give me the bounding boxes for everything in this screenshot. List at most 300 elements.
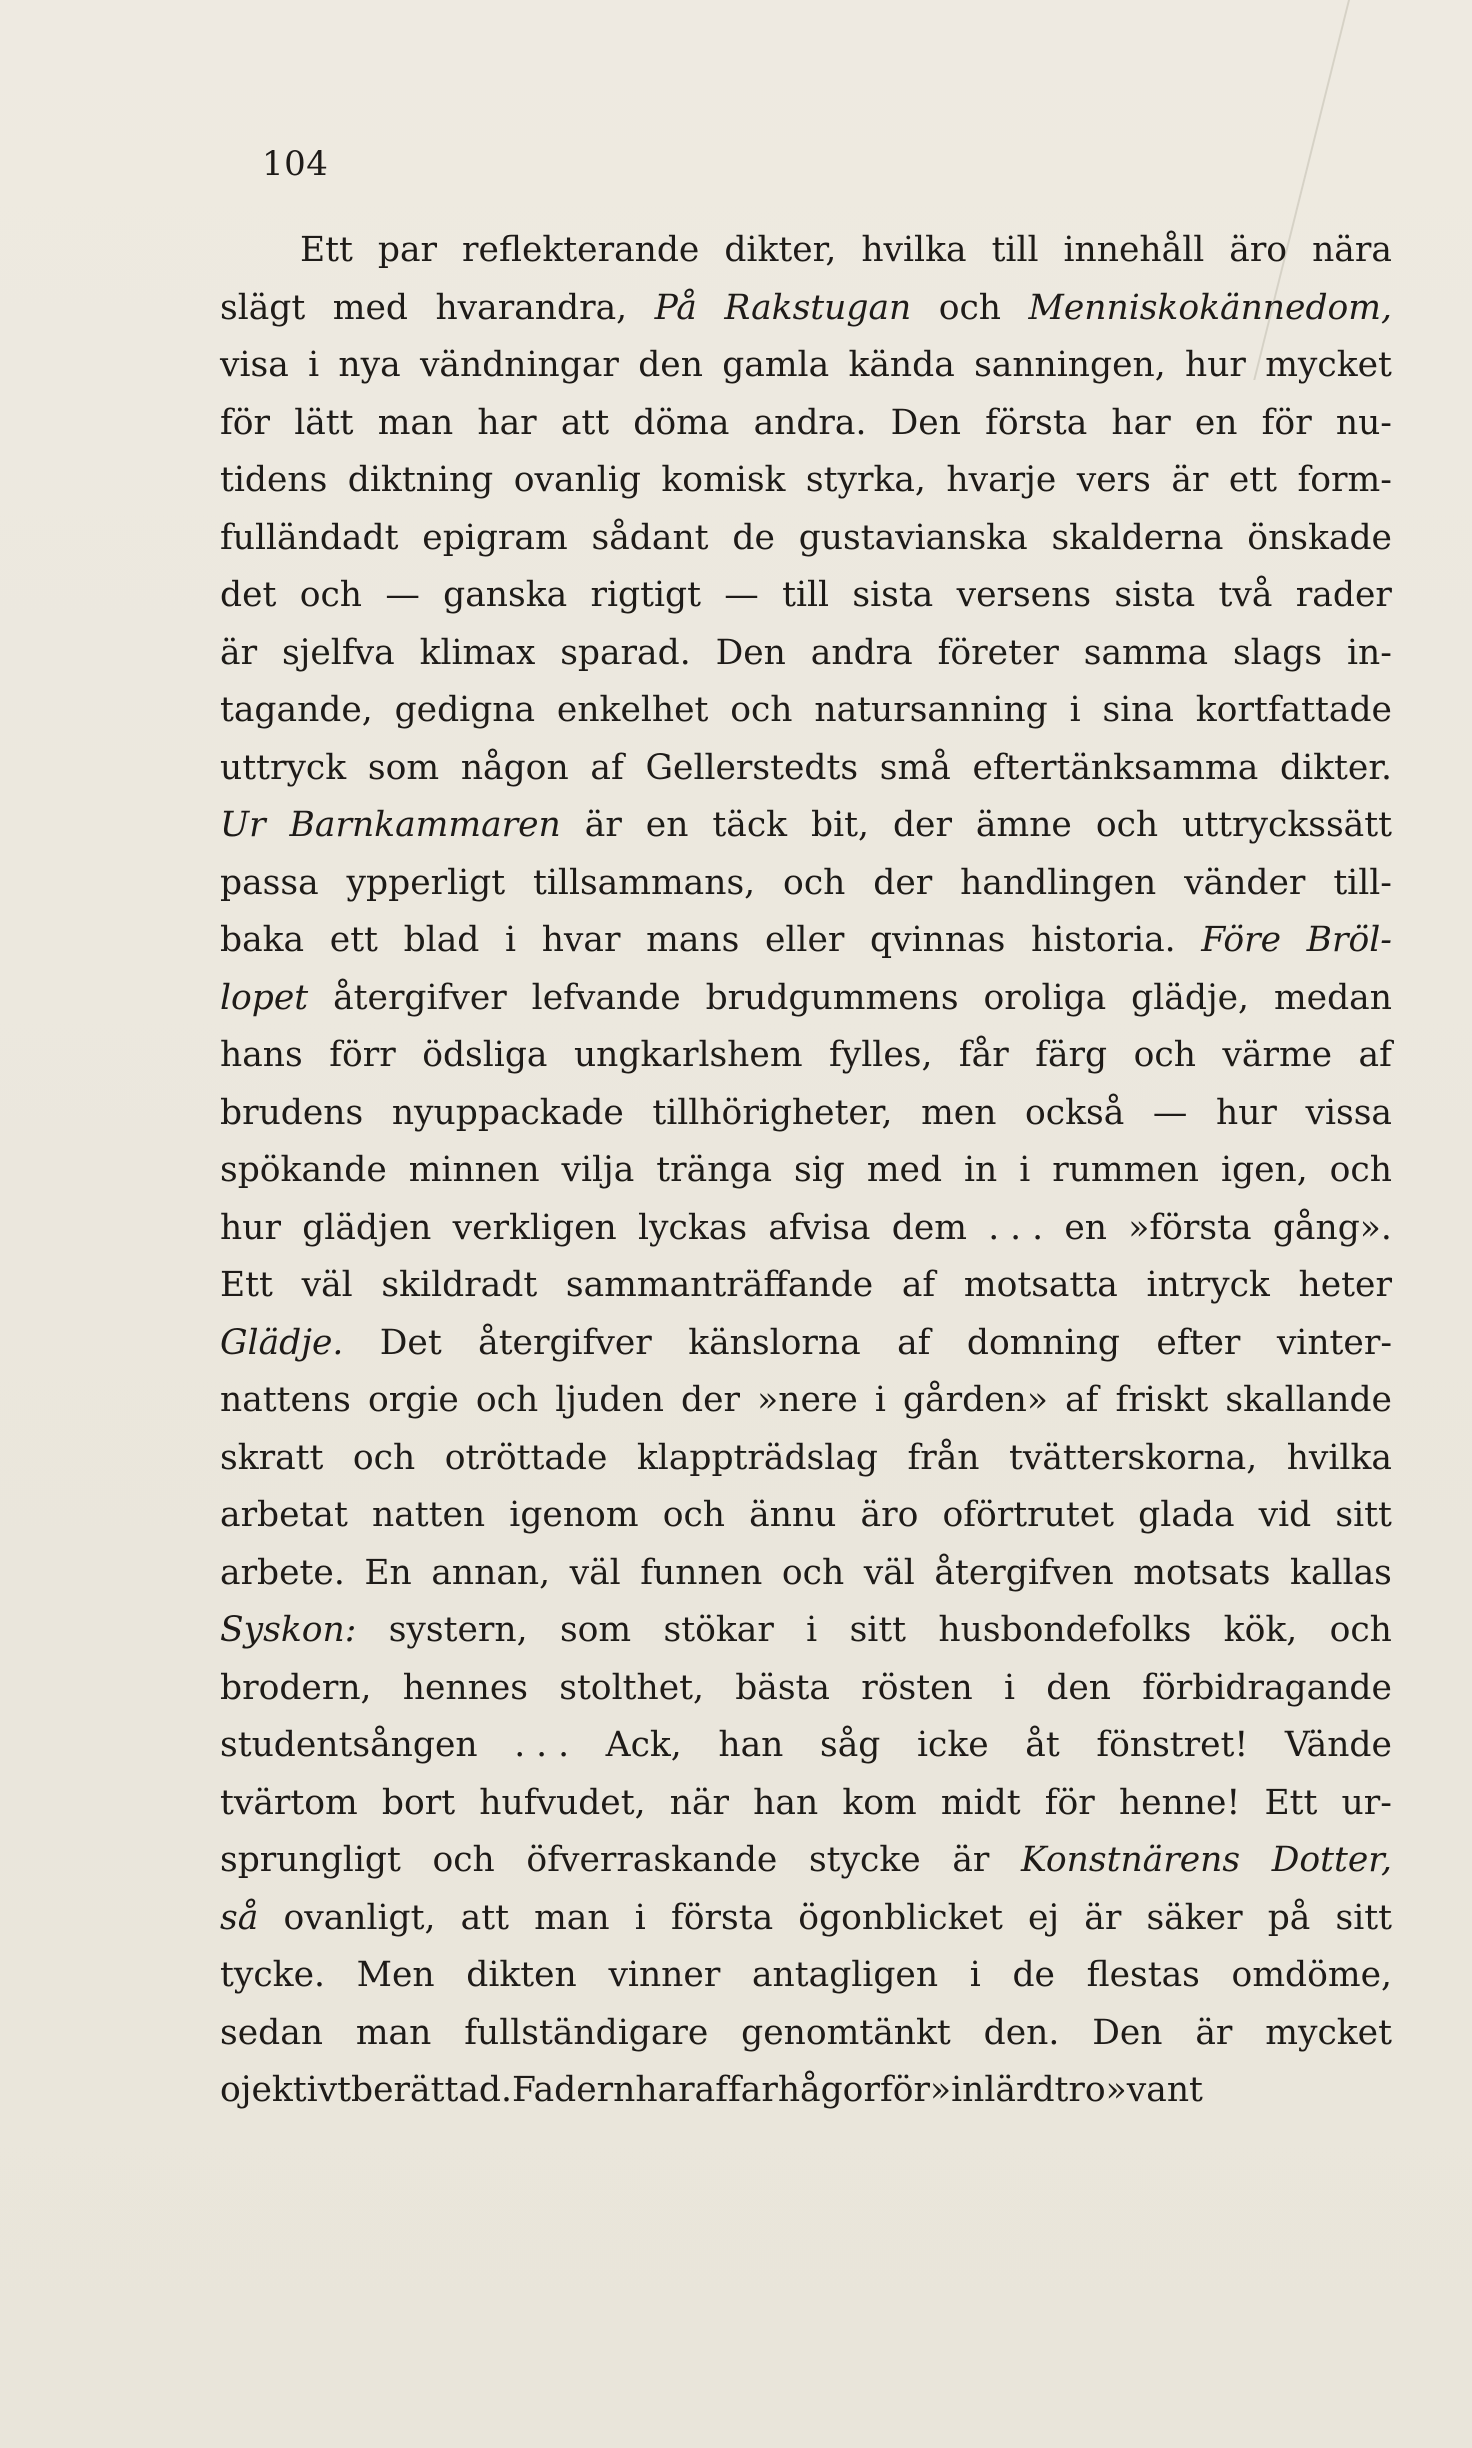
page-number: 104	[262, 144, 329, 184]
word: skratt	[220, 1437, 324, 1478]
word: systern,	[388, 1610, 528, 1650]
word: kök,	[1223, 1610, 1298, 1650]
word: gedigna	[394, 690, 536, 730]
word: rader	[1295, 575, 1392, 615]
word: friskt	[1115, 1380, 1209, 1420]
word: af	[590, 747, 624, 788]
word: någon	[460, 747, 569, 788]
word: medan	[1273, 977, 1392, 1018]
word: och	[781, 1552, 845, 1593]
word: och	[1329, 1610, 1392, 1650]
word: i	[1019, 1150, 1031, 1190]
word: vinter-	[1276, 1322, 1392, 1363]
word: eftertänksamma	[972, 747, 1259, 788]
word: färg	[1035, 1035, 1108, 1075]
word: hvar	[541, 920, 621, 960]
word: för	[1044, 1782, 1095, 1823]
word: Barnkammaren	[289, 805, 561, 845]
word: och	[299, 575, 362, 615]
word: hvilka	[861, 230, 967, 270]
word: af	[897, 1322, 931, 1363]
text-line	[220, 912, 1392, 970]
word: tagande,	[220, 690, 373, 730]
word: arbetat	[220, 1495, 348, 1535]
word: en	[1064, 1207, 1107, 1248]
word: glädjen	[302, 1207, 432, 1248]
word: skildradt	[381, 1265, 538, 1305]
word: väl	[301, 1265, 353, 1305]
word: nyuppackade	[391, 1092, 624, 1133]
word: när	[669, 1782, 729, 1823]
word: stökar	[663, 1610, 774, 1650]
word: funnen	[640, 1552, 763, 1593]
word: har	[635, 2070, 695, 2110]
text-line	[220, 1832, 1392, 1890]
word: mans	[646, 920, 740, 960]
word: Vände	[1284, 1725, 1392, 1765]
word: domning	[966, 1322, 1120, 1363]
word: sprungligt	[220, 1840, 401, 1880]
word: återgifven	[934, 1552, 1114, 1593]
word: äro	[1229, 230, 1288, 270]
word: intryck	[1146, 1265, 1270, 1305]
word: de	[732, 517, 775, 558]
word: Dotter,	[1271, 1840, 1392, 1880]
word: väl	[569, 1552, 621, 1593]
word: samma	[1083, 632, 1209, 673]
word: På	[654, 287, 697, 328]
word: klimax	[419, 632, 536, 673]
word: tillsammans,	[533, 862, 756, 903]
text-line	[220, 1085, 1392, 1143]
word: kända	[848, 345, 955, 385]
word: med	[332, 287, 408, 328]
word: som	[367, 747, 440, 788]
word: vändningar	[419, 345, 619, 385]
word: sammanträffande	[565, 1265, 874, 1305]
word: har	[1111, 402, 1171, 443]
word: blad	[403, 920, 480, 960]
word: hufvudet,	[479, 1782, 646, 1823]
word: hans	[220, 1035, 303, 1075]
word: lyckas	[638, 1207, 748, 1248]
word: qvinnas	[870, 920, 1006, 960]
word: äro	[860, 1495, 919, 1535]
word: antagligen	[751, 1955, 939, 1995]
word: man	[534, 1897, 610, 1938]
text-line	[220, 1487, 1392, 1545]
word: klappträdslag	[636, 1437, 878, 1478]
word: tillhörigheter,	[652, 1092, 893, 1133]
word: sedan	[220, 2012, 323, 2053]
word: i	[806, 1610, 818, 1650]
word: förr	[329, 1035, 396, 1075]
word: så	[220, 1897, 259, 1938]
word: kortfattade	[1195, 690, 1392, 730]
word: ovanlig	[513, 460, 641, 500]
word: motsats	[1133, 1552, 1271, 1593]
word: —	[1152, 1092, 1188, 1133]
word: första	[985, 402, 1088, 443]
word: Det	[379, 1322, 442, 1363]
word: historia.	[1030, 920, 1176, 960]
word: —	[385, 575, 420, 615]
word: versens	[956, 575, 1092, 615]
word: ur-	[1341, 1782, 1392, 1823]
word: är	[1171, 460, 1209, 500]
word: af	[901, 1265, 936, 1305]
word: i	[969, 1955, 981, 1995]
word: »inlärd	[930, 2070, 1055, 2110]
word: två	[1218, 575, 1273, 615]
word: komisk	[661, 460, 786, 500]
word: dikten	[466, 1955, 577, 1995]
word: ljuden	[555, 1380, 664, 1420]
word: ännu	[749, 1495, 837, 1535]
word: små	[879, 747, 951, 788]
word: Den	[890, 402, 961, 443]
word: studentsången	[220, 1725, 478, 1765]
word: tvätterskorna,	[1009, 1437, 1258, 1478]
word: motsatta	[963, 1265, 1118, 1305]
word: ej	[1027, 1897, 1060, 1938]
word: tidens	[220, 460, 328, 500]
word: får	[958, 1035, 1009, 1075]
text-line	[220, 1947, 1392, 2005]
word: nattens	[220, 1380, 351, 1420]
text-line	[220, 1200, 1392, 1258]
word: mycket	[1265, 345, 1392, 385]
word: af	[694, 2070, 728, 2110]
word: sitt	[1335, 1495, 1392, 1535]
word: och	[1133, 1035, 1196, 1075]
word: är	[952, 1840, 990, 1880]
word: han	[753, 1782, 819, 1823]
word: Fadern	[511, 2070, 636, 2110]
word: hur	[1184, 345, 1246, 385]
word: den.	[983, 2012, 1060, 2053]
word: oroliga	[983, 977, 1107, 1018]
word: döma	[633, 402, 730, 443]
word: . . .	[988, 1207, 1044, 1248]
word: skallande	[1225, 1380, 1392, 1420]
word: ojektivt	[220, 2070, 352, 2110]
word: och	[662, 1495, 725, 1535]
word: »nere	[757, 1380, 858, 1420]
word: sista	[852, 575, 934, 615]
word: de	[1012, 1955, 1055, 1995]
word: åt	[1025, 1725, 1060, 1765]
word: sparad.	[560, 632, 691, 673]
word: innehåll	[1063, 230, 1205, 270]
text-line	[220, 395, 1392, 453]
word: vilja	[561, 1150, 635, 1190]
word: hur	[220, 1207, 281, 1248]
word: andra.	[753, 402, 867, 443]
word: fylles,	[829, 1035, 933, 1075]
word: brudens	[220, 1092, 364, 1133]
word: i	[874, 1380, 886, 1420]
word: Den	[715, 632, 786, 673]
word: till	[782, 575, 830, 615]
word: icke	[916, 1725, 989, 1765]
word: glädje,	[1131, 977, 1250, 1018]
word: in-	[1346, 632, 1392, 673]
word: sjelfva	[281, 632, 395, 673]
word: vant	[1126, 2070, 1203, 2110]
text-line	[220, 1257, 1392, 1315]
word: företer	[937, 632, 1059, 673]
word: kom	[842, 1782, 917, 1823]
text-line	[220, 970, 1392, 1028]
text-line	[220, 1430, 1392, 1488]
word: handlingen	[960, 862, 1157, 903]
word: Före	[1201, 920, 1282, 960]
word: och	[1095, 805, 1159, 845]
word: värme	[1222, 1035, 1333, 1075]
word: ämne	[975, 805, 1072, 845]
word: rigtigt	[590, 575, 701, 615]
word: styrka,	[805, 460, 926, 500]
word: mycket	[1265, 2012, 1392, 2053]
word: bort	[381, 1782, 456, 1823]
word: baka	[220, 920, 305, 960]
word: —	[724, 575, 759, 615]
word: gång».	[1272, 1207, 1392, 1248]
word: den	[1046, 1667, 1111, 1708]
word: En	[364, 1552, 412, 1593]
word: der	[892, 805, 952, 845]
word: Glädje.	[220, 1322, 344, 1363]
word: stolthet,	[559, 1667, 704, 1708]
word: hur	[1215, 1092, 1277, 1133]
word: form-	[1297, 460, 1392, 500]
word: Ett	[300, 230, 353, 270]
word: och	[730, 690, 793, 730]
word: sitt	[1335, 1897, 1392, 1938]
word: det	[220, 575, 277, 615]
word: han	[718, 1725, 784, 1765]
word: diktning	[347, 460, 494, 500]
word: som	[559, 1610, 632, 1650]
word: för	[220, 402, 271, 443]
word: är	[220, 632, 258, 673]
word: såg	[820, 1725, 881, 1765]
word: uttryck	[220, 747, 347, 788]
word: tränga	[656, 1150, 773, 1190]
word: henne!	[1118, 1782, 1241, 1823]
word: ganska	[443, 575, 568, 615]
word: Den	[1092, 2012, 1163, 2053]
text-line	[220, 510, 1392, 568]
word: en	[1194, 402, 1238, 443]
word: natten	[372, 1495, 486, 1535]
word: Rakstugan	[724, 287, 912, 328]
word: verkligen	[452, 1207, 617, 1248]
text-line	[220, 222, 1392, 280]
text-line	[220, 1660, 1392, 1718]
word: par	[377, 230, 438, 270]
word: hennes	[402, 1667, 528, 1708]
text-line	[220, 1890, 1392, 1948]
word: gamla	[722, 345, 830, 385]
word: vid	[1258, 1495, 1312, 1535]
word: öfverraskande	[526, 1840, 778, 1880]
word: slägt	[220, 287, 306, 328]
word: sig	[794, 1150, 845, 1190]
word: lätt	[294, 402, 354, 443]
word: tvärtom	[220, 1782, 358, 1823]
word: Ett	[1264, 1782, 1318, 1823]
text-line	[220, 1315, 1392, 1373]
word: för	[1261, 402, 1312, 443]
word: har	[477, 402, 537, 443]
word: hvilka	[1286, 1437, 1392, 1478]
word: från	[907, 1437, 980, 1478]
word: Ack,	[605, 1725, 682, 1765]
word: ett	[329, 920, 378, 960]
word: reflekterande	[462, 230, 700, 270]
word: minnen	[408, 1150, 540, 1190]
text-line	[220, 1142, 1392, 1200]
word: af	[1358, 1035, 1392, 1075]
word: midt	[940, 1782, 1021, 1823]
body-text	[220, 222, 1392, 2120]
word: ovanligt,	[283, 1897, 436, 1938]
word: spökande	[220, 1150, 387, 1190]
text-line	[220, 567, 1392, 625]
word: känslorna	[688, 1322, 861, 1363]
word: ett	[1228, 460, 1277, 500]
word: slags	[1232, 632, 1323, 673]
word: arbete.	[220, 1552, 345, 1593]
word: Gellerstedts	[645, 747, 859, 788]
word: genomtänkt	[741, 2012, 951, 2053]
word: väl	[863, 1552, 915, 1593]
word: sådant	[591, 517, 709, 558]
word: med	[866, 1150, 943, 1190]
word: i	[505, 920, 517, 960]
word: i	[634, 1897, 646, 1938]
text-line	[220, 682, 1392, 740]
word: förbidragande	[1142, 1667, 1392, 1708]
word: tro»	[1054, 2070, 1127, 2110]
word: der	[873, 862, 933, 903]
word: och	[1329, 1150, 1392, 1190]
word: täck	[712, 805, 788, 845]
text-line	[220, 1545, 1392, 1603]
word: vinner	[608, 1955, 721, 1995]
word: för	[879, 2070, 930, 2110]
word: orgie	[367, 1380, 459, 1420]
word: i	[308, 345, 320, 385]
word: rummen	[1052, 1150, 1199, 1190]
word: Ur	[220, 805, 266, 845]
word: andra	[810, 632, 913, 673]
word: är	[1195, 2012, 1233, 2053]
word: der	[681, 1380, 741, 1420]
word: tycke.	[220, 1955, 325, 1995]
word: ypperligt	[346, 862, 506, 903]
word: lefvande	[531, 977, 681, 1018]
word: sitt	[849, 1610, 907, 1650]
word: epigram	[422, 517, 568, 558]
word: enkelhet	[556, 690, 709, 730]
word: . . .	[514, 1725, 570, 1765]
word: Menniskokännedom,	[1028, 287, 1392, 328]
word: Ett	[220, 1265, 273, 1305]
word: afvisa	[768, 1207, 871, 1248]
word: Bröl-	[1306, 920, 1392, 960]
word: återgifver	[333, 977, 507, 1018]
word: Men	[356, 1955, 435, 1995]
word: annan,	[431, 1552, 551, 1593]
word: brudgummens	[705, 977, 959, 1018]
word: är	[1084, 1897, 1122, 1938]
word: dem	[891, 1207, 967, 1248]
text-line	[220, 1775, 1392, 1833]
text-line	[220, 855, 1392, 913]
word: af	[1065, 1380, 1099, 1420]
text-line	[220, 1027, 1392, 1085]
text-line	[220, 2005, 1392, 2063]
word: till	[991, 230, 1039, 270]
word: igenom	[509, 1495, 639, 1535]
word: nära	[1312, 230, 1392, 270]
word: vänder	[1184, 862, 1306, 903]
word: att	[460, 1897, 509, 1938]
word: att	[560, 402, 610, 443]
word: bit,	[811, 805, 869, 845]
word: ögonblicket	[798, 1897, 1003, 1938]
word: flestas	[1086, 1955, 1200, 1995]
word: rösten	[861, 1667, 973, 1708]
word: till-	[1333, 862, 1392, 903]
word: oförtrutet	[942, 1495, 1115, 1535]
word: heter	[1298, 1265, 1392, 1305]
word: Konstnärens	[1021, 1840, 1241, 1880]
word: sista	[1114, 575, 1196, 615]
word: en	[645, 805, 689, 845]
word: man	[377, 402, 454, 443]
word: är	[584, 805, 622, 845]
word: kallas	[1290, 1552, 1392, 1593]
word: ungkarlshem	[573, 1035, 803, 1075]
word: sanningen,	[974, 345, 1166, 385]
word: man	[355, 2012, 432, 2053]
word: fulländadt	[220, 517, 399, 558]
word: visa	[220, 345, 289, 385]
word: natursanning	[814, 690, 1048, 730]
text-line	[220, 1717, 1392, 1775]
word: in	[964, 1150, 998, 1190]
word: den	[638, 345, 703, 385]
word: bästa	[735, 1667, 830, 1708]
word: husbondefolks	[938, 1610, 1192, 1650]
word: berättad.	[351, 2070, 512, 2110]
word: i	[1069, 690, 1081, 730]
text-line	[220, 740, 1392, 798]
word: skalderna	[1051, 517, 1224, 558]
word: och	[938, 287, 1002, 328]
word: »första	[1128, 1207, 1252, 1248]
word: nya	[338, 345, 401, 385]
word: och	[432, 1840, 495, 1880]
word: uttryckssätt	[1182, 805, 1392, 845]
word: otröttade	[444, 1437, 608, 1478]
word: passa	[220, 862, 319, 903]
word: hvarje	[946, 460, 1057, 500]
